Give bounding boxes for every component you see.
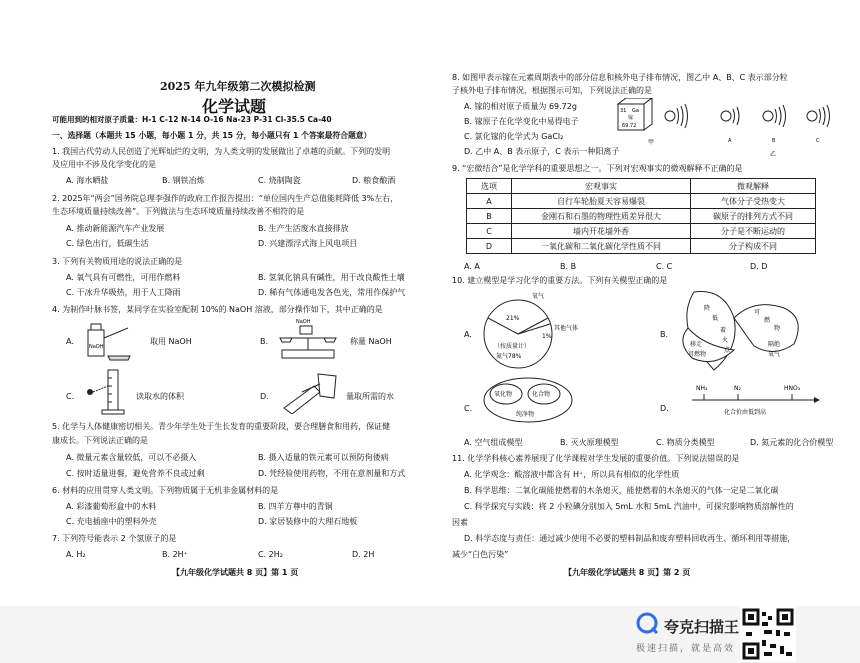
q2-option-b[interactable]: B. 生产生活废水直接排放 xyxy=(258,224,349,233)
table-cell: 气体分子受热变大 xyxy=(691,194,816,209)
q6-option-d[interactable]: D. 家居装修中的大理石地板 xyxy=(258,517,358,526)
q2-option-c[interactable]: C. 绿色出行，低碳生活 xyxy=(66,239,149,248)
pie-o2-value: 21% xyxy=(506,315,520,322)
table-row xyxy=(467,239,816,254)
q4-label-d[interactable]: D. xyxy=(260,392,269,401)
q8-option-b[interactable]: B. 镓原子在化学变化中易得电子 xyxy=(464,117,579,126)
q1-option-d[interactable]: D. 粮食酿酒 xyxy=(352,176,396,185)
q2-option-a[interactable]: A. 推动新能源汽车产业发展 xyxy=(66,224,165,233)
q5-option-a[interactable]: A. 微量元素含量较低，可以不必摄入 xyxy=(66,453,197,462)
naoh-label-b: NaOH xyxy=(296,319,311,325)
q5-stem-1: 5. 化学与人体健康密切相关。青少年学生处于生长发育的重要阶段，要合理膳食和用药，保证健 xyxy=(52,422,391,431)
q4-label-b[interactable]: B. xyxy=(260,337,269,346)
nitrogen-valence-model xyxy=(674,380,824,424)
fire-text-oxygen: 氧气 xyxy=(768,351,781,358)
val-axis-caption: 化合价由低到高 xyxy=(724,409,767,416)
pie-other-label: 其他气体 xyxy=(554,325,579,332)
fire-text-7: 燃 xyxy=(764,317,771,324)
q5-stem-2: 康成长。下列说法正确的是 xyxy=(52,436,148,445)
ga-name: 镓 xyxy=(628,115,634,121)
pie-other-value: 1% xyxy=(542,333,552,340)
q4-caption-d: 量取所需的水 xyxy=(346,392,394,401)
q6-option-a[interactable]: A. 彩漆葡萄形盒中的木料 xyxy=(66,502,157,511)
q9-header-explain: 微观解释 xyxy=(691,179,816,194)
table-cell: A xyxy=(467,194,512,209)
q8-option-a[interactable]: A. 镓的相对原子质量为 69.72g xyxy=(464,102,577,111)
q10-option-b[interactable]: B. 灭火原理模型 xyxy=(560,438,619,447)
q11-option-d-cont: 减少“白色污染” xyxy=(452,550,509,559)
ga-symbol: Ga xyxy=(632,108,639,114)
table-cell: 自行车轮胎夏天容易爆裂 xyxy=(512,194,691,209)
fire-text-4: 火 xyxy=(722,337,729,344)
q11-option-a[interactable]: A. 化学观念：酸溶液中都含有 H⁺，所以具有相似的化学性质 xyxy=(464,470,680,479)
q3-option-b[interactable]: B. 氢氧化钠具有碱性，用于改良酸性土壤 xyxy=(258,273,405,282)
table-cell: 金刚石和石墨的物理性质差异很大 xyxy=(512,209,691,224)
q4-label-a[interactable]: A. xyxy=(66,337,74,346)
fire-text-move: 移走 xyxy=(690,341,703,348)
class-oxide: 氧化物 xyxy=(494,391,513,398)
fire-text-6: 可 xyxy=(754,309,761,316)
q8-option-d[interactable]: D. 乙中 A、B 表示原子，C 表示一种阳离子 xyxy=(464,147,620,156)
fire-text-2: 低 xyxy=(712,315,719,322)
balance-illustration xyxy=(276,316,342,362)
q2-stem-1: 2. 2025年“两会”国务院总理李强作的政府工作报告提出：“单位国内生产总值能耗降低 3%左右， xyxy=(52,194,399,203)
q5-option-d[interactable]: D. 凭经验使用药物，不用在意剂量和方式 xyxy=(258,469,406,478)
table-cell: 墙内开花墙外香 xyxy=(512,224,691,239)
fire-text-3: 着 xyxy=(720,327,727,334)
q11-option-d[interactable]: D. 科学态度与责任：通过减少使用不必要的塑料制品和废弃塑料回收再生、循环利用等措施， xyxy=(464,534,796,543)
exam-title: 2025 年九年级第二次模拟检测 xyxy=(160,80,316,93)
ga-number: 31 xyxy=(620,108,627,114)
q4-caption-c: 读取水的体积 xyxy=(136,392,184,401)
q5-option-c[interactable]: C. 按时适量进餐，避免营养不良或过剩 xyxy=(66,469,205,478)
pie-n2-label: 氮气78% xyxy=(496,353,522,360)
class-pure: 纯净物 xyxy=(516,411,535,418)
q10-label-c[interactable]: C. xyxy=(464,404,473,413)
q8-stem-1: 8. 如图甲表示镓在元素周期表中的部分信息和核外电子排布情况，图乙中 A、B、C 表示部分粒 xyxy=(452,73,788,82)
q3-option-a[interactable]: A. 氧气具有可燃性，可用作燃料 xyxy=(66,273,181,282)
val-hno3: HNO₃ xyxy=(784,385,801,392)
q10-label-d[interactable]: D. xyxy=(660,404,669,413)
val-nh3: NH₃ xyxy=(696,385,708,392)
naoh-bottle-illustration xyxy=(82,318,138,362)
table-cell: D xyxy=(467,239,512,254)
q10-option-a[interactable]: A. 空气组成模型 xyxy=(464,438,523,447)
q8-option-c[interactable]: C. 氯化镓的化学式为 GaCl₂ xyxy=(464,132,564,141)
qr-code-icon[interactable] xyxy=(740,606,796,662)
measuring-cylinder-illustration xyxy=(82,366,130,416)
q4-stem: 4. 为制作叶脉书签，某同学在实验室配制 10%的 NaOH 溶液，部分操作如下，其中正确的是 xyxy=(52,305,383,314)
q10-label-a[interactable]: A. xyxy=(464,330,472,339)
table-cell: 分子是不断运动的 xyxy=(691,224,816,239)
q6-option-b[interactable]: B. 四羊方尊中的青铜 xyxy=(258,502,333,511)
pouring-water-illustration xyxy=(274,368,350,414)
brand-name: 夸克扫描王 xyxy=(664,618,740,636)
section-heading: 一、选择题（本题共 15 小题，每小题 1 分，共 15 分，每小题只有 1 个答案最符合题意） xyxy=(52,131,372,140)
q9-table xyxy=(466,178,816,254)
fig-yi: 乙 xyxy=(770,151,777,158)
q4-label-c[interactable]: C. xyxy=(66,392,75,401)
page-footer-2: 【九年级化学试题共 8 页】第 2 页 xyxy=(564,568,691,577)
q9-header-fact: 宏观事实 xyxy=(512,179,691,194)
q3-option-c[interactable]: C. 干冰升华吸热，用于人工降雨 xyxy=(66,288,181,297)
table-row xyxy=(467,209,816,224)
q9-table-header xyxy=(467,179,816,194)
q4-caption-a: 取用 NaOH xyxy=(150,337,192,346)
q7-option-d[interactable]: D. 2H xyxy=(352,550,375,559)
q10-option-c[interactable]: C. 物质分类模型 xyxy=(656,438,715,447)
q1-stem-1: 1. 我国古代劳动人民创造了光辉灿烂的文明，为人类文明的发展做出了卓越的贡献。下列的发明 xyxy=(52,147,391,156)
q8-figure xyxy=(614,98,850,162)
q11-option-b[interactable]: B. 科学思维：二氧化碳能使燃着的木条熄灭，能使燃着的木条熄灭的气体一定是二氧化碳 xyxy=(464,486,779,495)
q1-option-b[interactable]: B. 钢铁冶炼 xyxy=(162,176,205,185)
q2-option-d[interactable]: D. 兴建漂浮式海上风电项目 xyxy=(258,239,358,248)
fire-text-isolate: 隔绝 xyxy=(768,341,781,348)
fire-text-combustible: 可燃物 xyxy=(688,351,707,358)
table-row xyxy=(467,194,816,209)
q7-option-a[interactable]: A. H₂ xyxy=(66,550,86,559)
q8-stem-2: 子核外电子排布情况，根据图示可知，下列说法正确的是 xyxy=(452,86,652,95)
exam-sheet xyxy=(14,14,854,606)
table-row xyxy=(467,224,816,239)
atomic-masses: 可能用到的相对原子质量：H-1 C-12 N-14 O-16 Na-23 P-31 Cl-35.5 Ca-40 xyxy=(52,115,332,124)
q11-option-c[interactable]: C. 科学探究与实践：将 2 小粒碘分别加入 5mL 水和 5mL 汽油中，可探究影响物质溶解性的 xyxy=(464,502,794,511)
q7-stem: 7. 下列符号能表示 2 个氢原子的是 xyxy=(52,534,177,543)
table-cell: B xyxy=(467,209,512,224)
q7-option-b[interactable]: B. 2H⁺ xyxy=(162,550,188,559)
fire-text-8: 物 xyxy=(774,325,781,332)
pie-basis: （按质量计） xyxy=(494,343,531,350)
q3-option-d[interactable]: D. 稀有气体通电发各色光，常用作保护气 xyxy=(258,288,406,297)
q6-option-c[interactable]: C. 充电插座中的塑料外壳 xyxy=(66,517,157,526)
q10-option-d[interactable]: D. 氮元素的化合价模型 xyxy=(750,438,834,447)
fig-label-b: B xyxy=(772,138,776,144)
fire-text-1: 降 xyxy=(704,305,711,312)
brand-slogan: 极速扫描，就是高效 xyxy=(636,644,736,654)
q9-option-b[interactable]: B. B xyxy=(560,262,577,271)
ga-mass: 69.72 xyxy=(622,123,637,129)
q1-option-a[interactable]: A. 海水晒盐 xyxy=(66,176,109,185)
page-footer-1: 【九年级化学试题共 8 页】第 1 页 xyxy=(172,568,299,577)
exam-subject: 化学试题 xyxy=(202,97,267,116)
q5-option-b[interactable]: B. 摄入适量的铁元素可以预防佝偻病 xyxy=(258,453,389,462)
fig-jia: 甲 xyxy=(648,139,655,146)
table-cell: 一氧化碳和二氧化碳化学性质不同 xyxy=(512,239,691,254)
pie-o2-label: 氧气 xyxy=(532,293,545,300)
q9-header-option: 选项 xyxy=(467,179,512,194)
table-cell: C xyxy=(467,224,512,239)
val-n2: N₂ xyxy=(734,385,741,392)
quark-logo-icon xyxy=(636,612,660,636)
table-cell: 碳原子的排列方式不同 xyxy=(691,209,816,224)
q2-stem-2: 生态环境质量持续改善”。下列做法与生态环境质量持续改善不相符的是 xyxy=(52,207,305,216)
q9-option-a[interactable]: A. A xyxy=(464,262,480,271)
q1-option-c[interactable]: C. 烧制陶瓷 xyxy=(258,176,301,185)
fig-label-c: C xyxy=(816,138,820,144)
air-composition-pie xyxy=(482,288,618,374)
q9-stem: 9. “宏微结合”是化学学科的重要思想之一。下列对宏观事实的微观解释不正确的是 xyxy=(452,164,743,173)
q4-caption-b: 称量 NaOH xyxy=(350,337,392,346)
fire-triangle-model xyxy=(674,288,824,374)
q6-stem: 6. 材料的应用贯穿人类文明。下列物质属于无机非金属材料的是 xyxy=(52,486,279,495)
q10-label-b[interactable]: B. xyxy=(660,330,669,339)
table-cell: 分子构成不同 xyxy=(691,239,816,254)
q1-stem-2: 及应用中不涉及化学变化的是 xyxy=(52,160,156,169)
q9-option-d[interactable]: D. D xyxy=(750,262,768,271)
q9-option-c[interactable]: C. C xyxy=(656,262,673,271)
fig-label-a: A xyxy=(728,138,732,144)
q11-stem: 11. 化学学科核心素养展现了化学课程对学生发展的重要价值。下列说法错误的是 xyxy=(452,454,740,463)
q7-option-c[interactable]: C. 2H₂ xyxy=(258,550,283,559)
substance-classification-model xyxy=(482,376,578,426)
q11-option-c-cont: 因素 xyxy=(452,518,468,527)
q10-stem: 10. 建立模型是学习化学的重要方法。下列有关模型正确的是 xyxy=(452,276,668,285)
naoh-label-a: NaOH xyxy=(89,344,104,350)
fire-text-5: 点 xyxy=(724,347,731,354)
q3-stem: 3. 下列有关物质用途的说法正确的是 xyxy=(52,257,183,266)
class-compound: 化合物 xyxy=(532,391,551,398)
